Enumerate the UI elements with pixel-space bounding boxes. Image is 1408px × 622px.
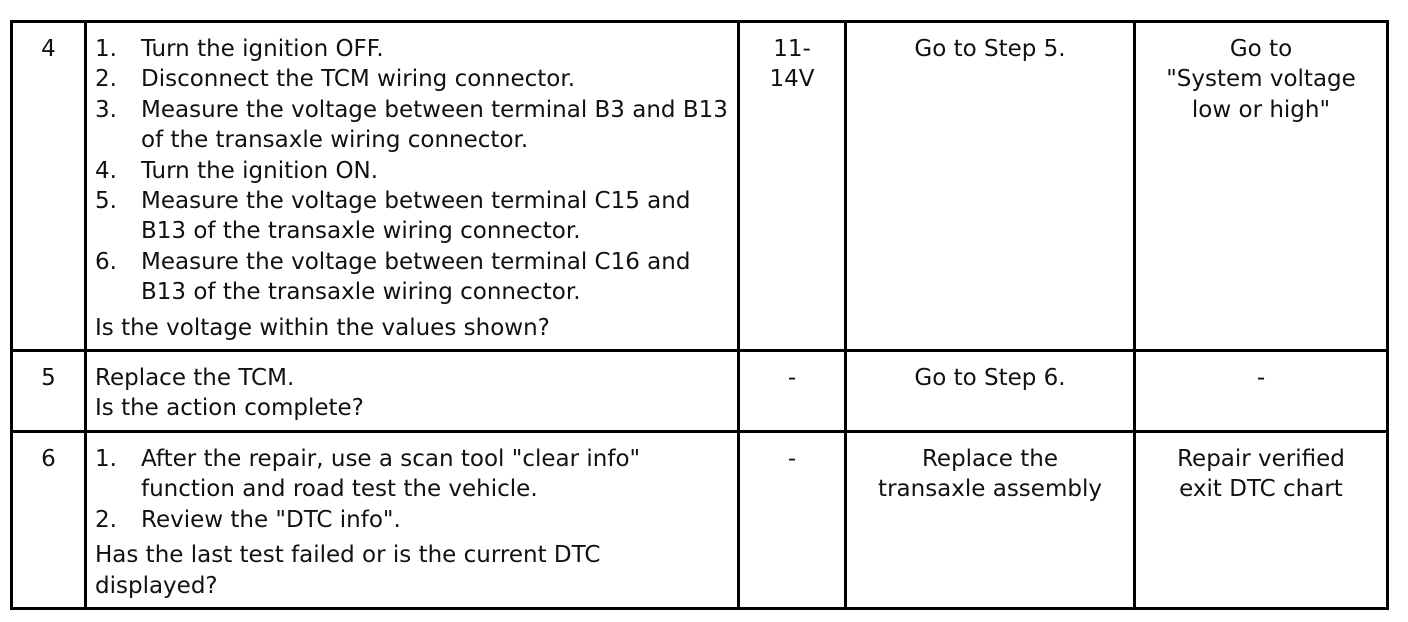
item-text: Measure the voltage between terminal B3 and B13 of the transaxle wiring connector. (141, 96, 728, 154)
action-cell (86, 351, 739, 432)
list-item (95, 156, 729, 186)
item-number: 1. (95, 445, 117, 472)
action-cell (86, 431, 739, 608)
question-text: Is the voltage within the values shown? (95, 314, 550, 341)
value-text: 11- (773, 36, 811, 62)
list-item (95, 95, 729, 156)
no-text: Go to (1229, 36, 1293, 62)
item-text: Measure the voltage between terminal C15 and B13 of the transaxle wiring connector. (141, 188, 691, 245)
yes-text: Go to Step 5. (914, 36, 1066, 62)
no-text: exit DTC chart (1179, 476, 1343, 503)
list-item (95, 34, 729, 64)
instruction-list (95, 444, 729, 535)
no-text: "System voltage (1166, 66, 1356, 93)
list-item (95, 186, 729, 247)
table-row (12, 351, 1388, 432)
no-text: low or high" (1191, 96, 1331, 123)
item-number: 2. (95, 66, 117, 93)
value-cell (739, 22, 846, 351)
table-row (12, 431, 1388, 608)
item-text: Disconnect the TCM wiring connector. (141, 66, 576, 93)
list-item (95, 444, 729, 505)
instruction-list (95, 34, 729, 308)
list-item (95, 247, 729, 308)
question-text: Is the action complete? (95, 395, 364, 422)
item-text: Turn the ignition OFF. (141, 36, 384, 62)
no-text: Repair verified (1177, 445, 1345, 472)
item-number: 1. (95, 36, 117, 62)
action-cell (86, 22, 739, 351)
item-number: 2. (95, 506, 117, 533)
yes-text: Replace the (921, 445, 1059, 472)
yes-cell (846, 431, 1135, 608)
no-cell (1135, 431, 1388, 608)
no-cell: - (1135, 351, 1388, 432)
action-text: Replace the TCM. (95, 365, 295, 392)
item-number: 6. (95, 248, 117, 275)
list-item (95, 64, 729, 94)
list-item (95, 505, 729, 535)
step-number: 6 (12, 431, 86, 608)
yes-cell (846, 22, 1135, 351)
value-cell: - (739, 431, 846, 608)
item-text: After the repair, use a scan tool "clear info" function and road test the vehicle. (141, 445, 641, 503)
step-number: 4 (12, 22, 86, 351)
yes-text: transaxle assembly (878, 476, 1102, 503)
item-text: Turn the ignition ON. (141, 157, 379, 184)
item-text: Review the "DTC info". (141, 506, 401, 533)
diagnostic-table (10, 20, 1389, 610)
question-text: Has the last test failed or is the current DTC displayed? (95, 542, 601, 599)
item-text: Measure the voltage between terminal C16 and B13 of the transaxle wiring connector. (141, 248, 691, 306)
step-number: 5 (12, 351, 86, 432)
item-number: 3. (95, 96, 117, 123)
value-cell: - (739, 351, 846, 432)
table-row (12, 22, 1388, 351)
item-number: 4. (95, 157, 117, 184)
no-cell (1135, 22, 1388, 351)
item-number: 5. (95, 188, 117, 215)
value-text: 14V (769, 66, 815, 93)
yes-cell: Go to Step 6. (846, 351, 1135, 432)
